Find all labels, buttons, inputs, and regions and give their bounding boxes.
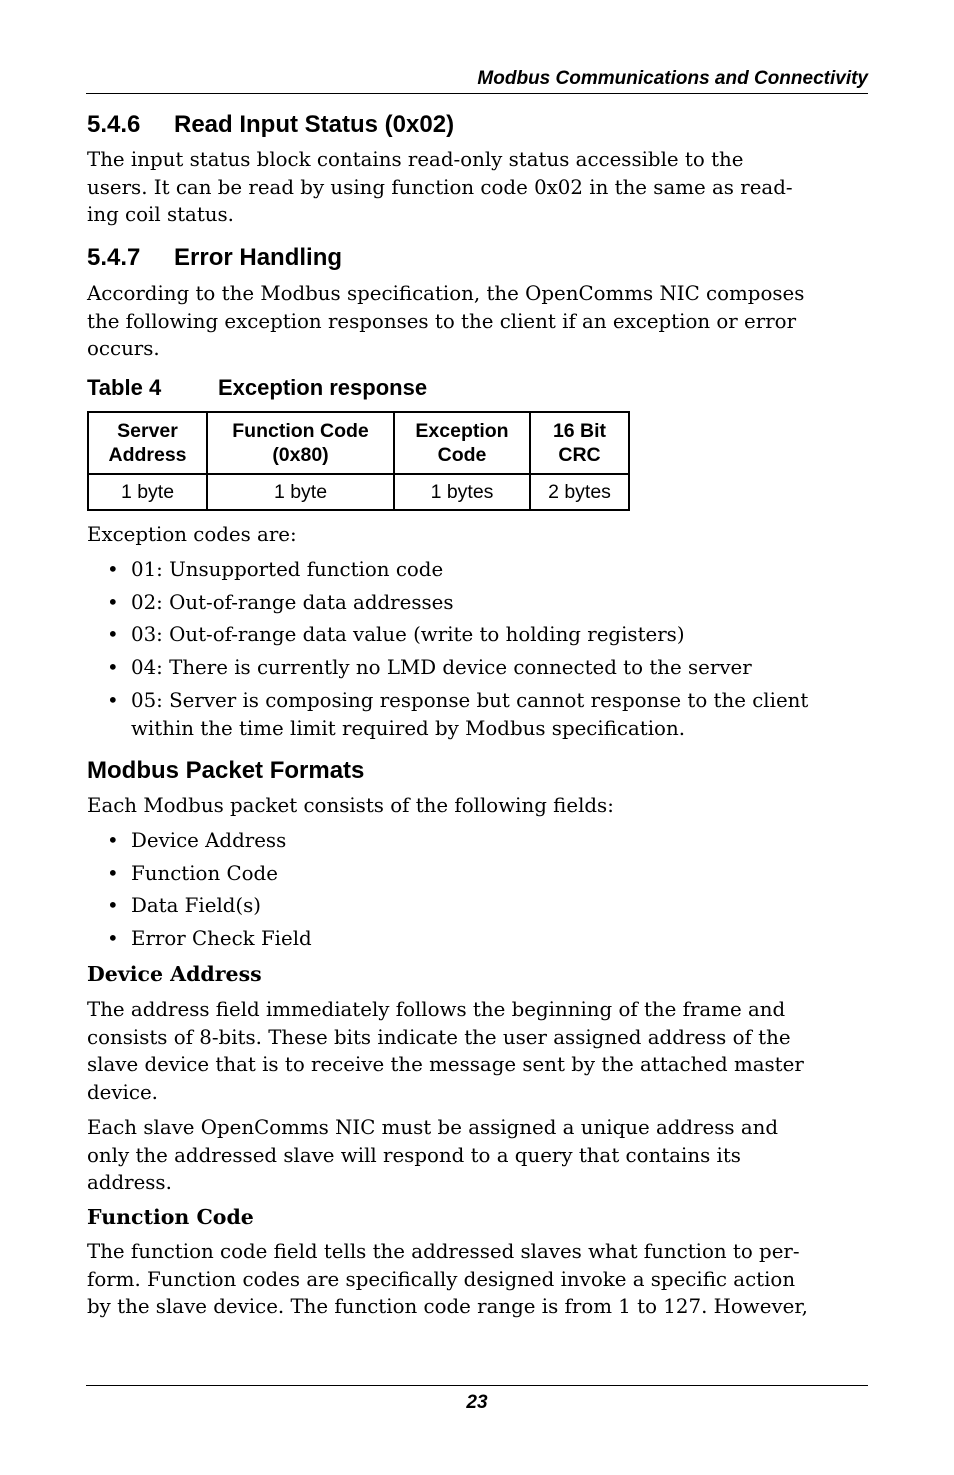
device-address-heading: Device Address — [87, 962, 262, 986]
exception-codes-list — [87, 556, 887, 742]
list-item: • 03: Out-of-range data value (write to holding registers) — [107, 623, 685, 647]
function-code-paragraph: The function code field tells the addressed slaves what function to per- form. Function codes are specifically designed invoke a specific action by the slave device. The function code range is from 1 to 127. However, — [87, 1240, 808, 1319]
list-item: • 02: Out-of-range data addresses — [107, 590, 454, 614]
table-cell: 1 bytes — [394, 474, 530, 510]
table-title: Exception response — [218, 375, 428, 400]
table-cell: 1 byte — [88, 474, 207, 510]
table-caption — [87, 375, 427, 401]
column-header-server-address: Server Address — [88, 412, 207, 474]
table-header-row — [88, 412, 629, 474]
table-cell: 2 bytes — [530, 474, 629, 510]
packet-fields-list — [87, 827, 887, 953]
list-item: • Data Field(s) — [107, 894, 262, 918]
section-title: Read Input Status (0x02) — [174, 111, 455, 138]
table-cell: 1 byte — [207, 474, 394, 510]
exception-codes-intro: Exception codes are: — [87, 523, 297, 546]
exception-response-table — [87, 411, 630, 511]
function-code-heading: Function Code — [87, 1205, 254, 1229]
page-number: 23 — [466, 1392, 488, 1413]
list-item: • Error Check Field — [107, 927, 312, 951]
section-number: 5.4.6 — [87, 111, 141, 138]
column-header-exception-code: Exception Code — [394, 412, 530, 474]
packet-formats-heading: Modbus Packet Formats — [87, 757, 365, 784]
device-address-paragraph-2: Each slave OpenComms NIC must be assigned a unique address and only the addressed slave will respond to a query that contains its address. — [87, 1116, 779, 1195]
column-header-crc: 16 Bit CRC — [530, 412, 629, 474]
section-title: Error Handling — [174, 244, 343, 271]
column-header-function-code: Function Code (0x80) — [207, 412, 394, 474]
header-rule — [86, 93, 868, 94]
section-heading-5-4-7 — [87, 244, 342, 272]
error-handling-paragraph: According to the Modbus specification, the OpenComms NIC composes the following exception responses to the client if an exception or error occurs. — [87, 282, 805, 361]
running-header: Modbus Communications and Connectivity — [477, 68, 868, 89]
footer-rule — [86, 1385, 868, 1386]
section-number: 5.4.7 — [87, 244, 141, 271]
read-input-status-paragraph: The input status block contains read-only status accessible to the users. It can be read by using function code 0x02 in the same as read- ing coil status. — [87, 148, 793, 227]
table-number: Table 4 — [87, 375, 162, 400]
table-row — [88, 474, 629, 510]
list-item: • 04: There is currently no LMD device connected to the server — [107, 656, 752, 680]
list-item: • Device Address — [107, 829, 287, 852]
section-heading-5-4-6 — [87, 111, 454, 139]
device-address-paragraph-1: The address field immediately follows the beginning of the frame and consists of 8-bits. These bits indicate the user assigned address of the slave device that is to receive the message sent by the attached master device. — [87, 998, 804, 1105]
list-item: • 05: Server is composing response but cannot response to the client within the time limit required by Modbus specification. — [107, 688, 809, 740]
packet-formats-intro: Each Modbus packet consists of the following fields: — [87, 794, 614, 817]
list-item: • Function Code — [107, 861, 278, 885]
list-item: • 01: Unsupported function code — [107, 558, 444, 581]
